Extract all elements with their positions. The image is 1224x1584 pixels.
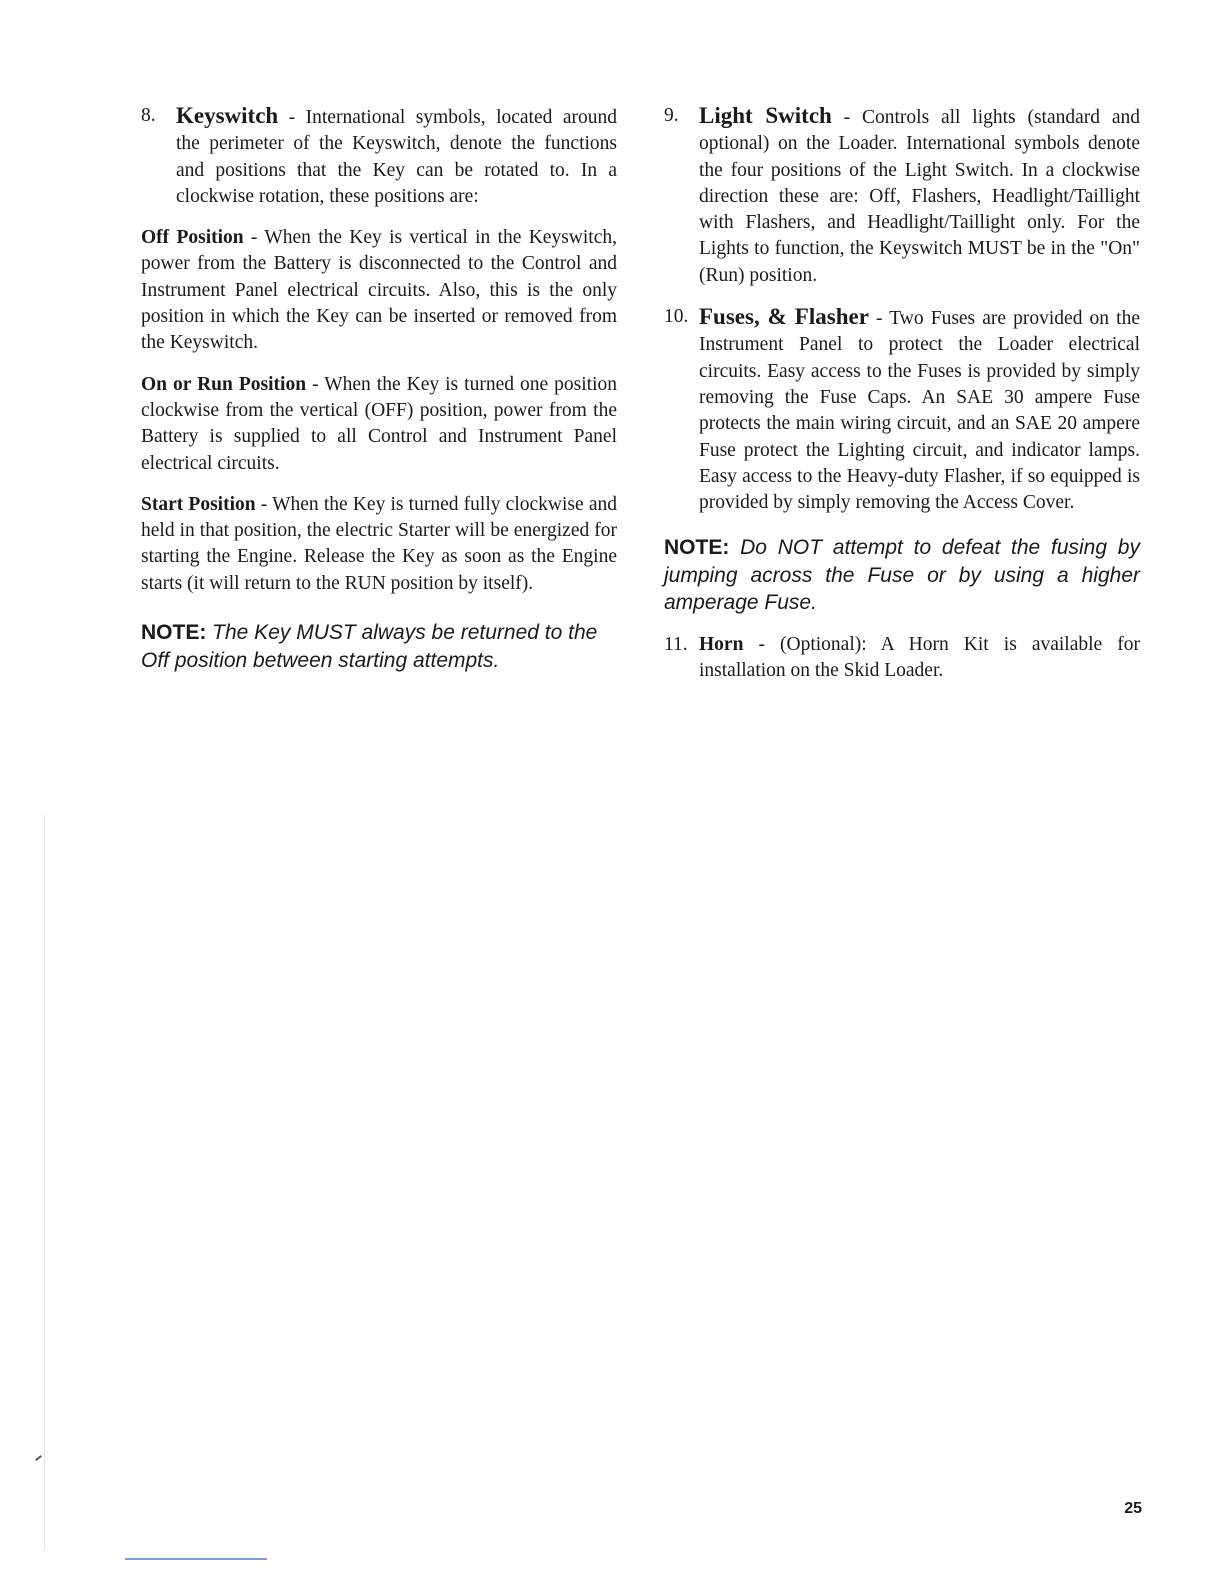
item-horn xyxy=(664,632,1140,685)
item-light-switch xyxy=(664,103,1140,289)
right-column xyxy=(664,103,1140,700)
note-fusing xyxy=(664,534,1140,617)
paragraph-text: - When the Key is turned fully clockwise and held in that position, the electric Starter will be energized for starting the Engine. Release the Key as soon as the Engine starts (it will return to the RUN position by itself). xyxy=(141,493,617,594)
item-heading: Light Switch xyxy=(699,103,832,128)
item-number: 10. xyxy=(664,306,689,328)
item-keyswitch xyxy=(141,103,617,210)
note-key-return xyxy=(141,619,617,674)
start-position-paragraph xyxy=(141,492,617,597)
paragraph-text: - When the Key is turned one position clockwise from the vertical (OFF) position, power from the Battery is supplied to all Control and Instrument Panel electrical circuits. xyxy=(141,373,617,474)
paragraph-text: - When the Key is vertical in the Keyswitch, power from the Battery is disconnected to the Control and Instrument Panel electrical circuits. Also, this is the only position in which the Key can be inserted or removed from the Keyswitch. xyxy=(141,227,617,354)
paragraph-heading: On or Run Position xyxy=(141,373,307,395)
item-number: 8. xyxy=(141,105,156,126)
left-column xyxy=(141,103,617,689)
item-heading: Fuses, & Flasher xyxy=(699,304,869,330)
item-text: - Two Fuses are provided on the Instrument Panel to protect the Loader electrical circuits. Easy access to the Fuses is provided by simply removing the Fuse Caps. An SAE 30 ampere Fuse protects the main wiring circuit, and an SAE 20 ampere Fuse protect the Lighting circuit, and indicator lamps. Easy access to the Heavy-duty Flasher, if so equipped is provided by simply removing the Access Cover. xyxy=(699,308,1140,514)
item-text: - Controls all lights (standard and optional) on the Loader. International symbols denote the four positions of the Light Switch. In a clockwise direction these are: Off, Flashers, Headlight/Taillight with Flashers, and Headlight/Taillight only. For the Lights to function, the Keyswitch MUST be in the "On"(Run) position. xyxy=(699,107,1140,286)
note-label: NOTE: xyxy=(664,536,730,560)
item-number: 11. xyxy=(664,633,688,655)
bottom-rule xyxy=(125,1558,267,1560)
item-text: - (Optional): A Horn Kit is available for installation on the Skid Loader. xyxy=(699,633,1140,682)
off-position-paragraph xyxy=(141,225,617,356)
page-number: 25 xyxy=(1124,1500,1142,1517)
item-fuses-flasher xyxy=(664,304,1140,516)
on-run-position-paragraph xyxy=(141,372,617,477)
item-heading: Keyswitch xyxy=(176,103,279,128)
scan-edge-line xyxy=(44,815,45,1550)
item-text: - International symbols, located around the perimeter of the Keyswitch, denote the functions and positions that the Key can be rotated to. In a clockwise rotation, these positions are: xyxy=(176,107,617,207)
item-number: 9. xyxy=(664,105,679,126)
note-text: The Key MUST always be returned to the Off position between starting attempts. xyxy=(141,621,598,672)
paragraph-heading: Off Position xyxy=(141,227,244,249)
note-text: Do NOT attempt to defeat the fusing by jumping across the Fuse or by using a higher amperage Fuse. xyxy=(664,536,1140,615)
note-label: NOTE: xyxy=(141,621,207,645)
scan-mark xyxy=(35,1455,42,1461)
item-heading: Horn xyxy=(699,633,744,655)
paragraph-heading: Start Position xyxy=(141,493,256,515)
